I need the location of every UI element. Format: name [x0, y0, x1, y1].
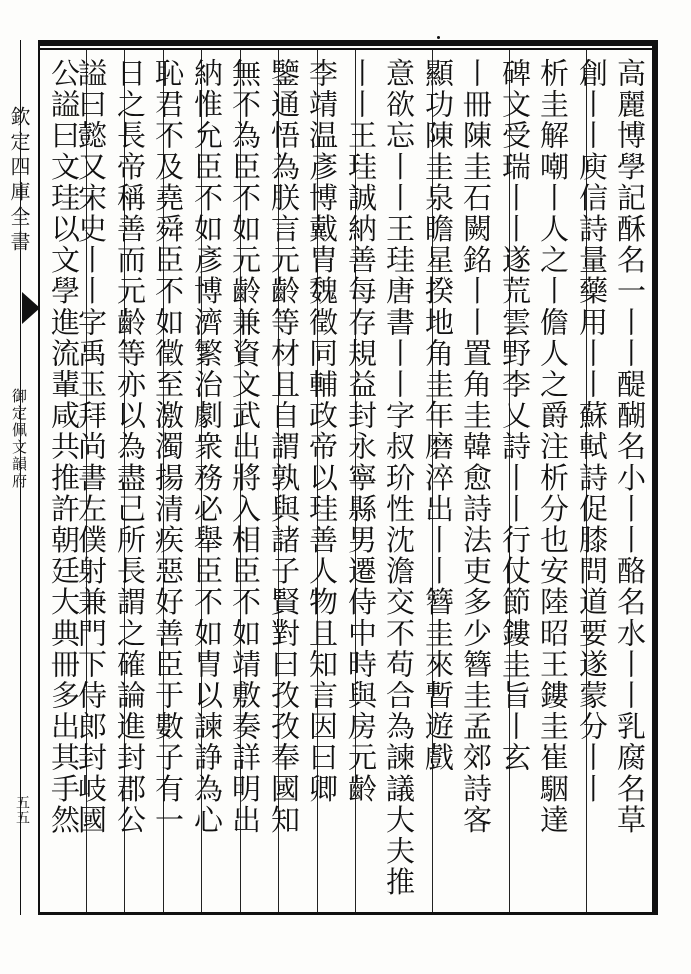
text-column-1: 高麗博學記酥名一丨丨醍醐名小丨丨酪名水丨丨乳腐名草	[613, 58, 647, 836]
fishtail-mark-icon	[22, 292, 40, 324]
text-column-10: 鑒通悟為朕言元齡等材且自謂孰與諸子賢對曰孜孜奉國知	[267, 58, 301, 836]
text-column-4: 碑文受瑞丨丨遂荒雲野李乂詩丨丨行仗節鏤圭旨丨玄	[498, 58, 532, 774]
text-column-6: 顯功陳圭泉瞻星揆地角圭年磨淬出丨丨簪圭來暫遊戲	[421, 58, 455, 774]
text-column-3: 析圭解嘲丨人之丨儋人之爵注析分也安陸昭王鏤圭崔駰達	[536, 58, 570, 836]
frame-bottom-border	[38, 912, 658, 915]
text-column-5: 丨冊陳圭石闕銘丨丨置角圭韓愈詩法吏多少簪圭孟郊詩客	[459, 58, 493, 836]
page-number: 五五	[14, 795, 30, 825]
printing-dot	[437, 36, 440, 39]
page-margin	[0, 50, 38, 910]
margin-header: 欽定四庫全書	[7, 106, 31, 256]
text-column-2: 創丨丨庾信詩量藥用丨丨蘇軾詩促膝問道要遂蒙分丨丨	[575, 58, 609, 805]
frame-right-border	[652, 40, 658, 915]
text-column-16: 公謚曰文珪以文學進流輩咸共推許朝廷大典冊多出其手然	[47, 58, 81, 836]
text-column-8: 丨丨王珪誠納善每存規益封永寧縣男遷侍中時與房元齡	[344, 58, 378, 805]
text-column-15: 謚曰懿又宋史丨丨字禹玉拜尚書左僕射兼門下侍郎封岐國	[74, 58, 108, 836]
frame-top-border	[38, 40, 658, 46]
text-column-14: 日之長帝稱善而元齡等亦以為盡己所長謂之確論進封郡公	[113, 58, 147, 836]
text-column-11: 無不為臣不如元齡兼資文武出將入相臣不如靖敷奏詳明出	[228, 58, 262, 836]
text-column-12: 納惟允臣不如彥博濟繁治劇衆務必舉臣不如胄以諫諍為心	[190, 58, 224, 836]
text-column-7: 意欲忘丨丨王珪唐書丨丨字叔玠性沈澹交不苟合為諫議大夫推	[382, 58, 416, 898]
text-column-13: 恥君不及堯舜臣不如徵至激濁揚清疾惡好善臣于數子有一	[151, 58, 185, 836]
text-column-9: 李靖温彥博戴胄魏徵同輔政帝以珪善人物且知言因曰卿	[305, 58, 339, 805]
frame-top-inner-border	[38, 48, 658, 50]
margin-book-title: 御定佩文韻府	[10, 388, 28, 490]
frame-left-border	[38, 40, 40, 915]
